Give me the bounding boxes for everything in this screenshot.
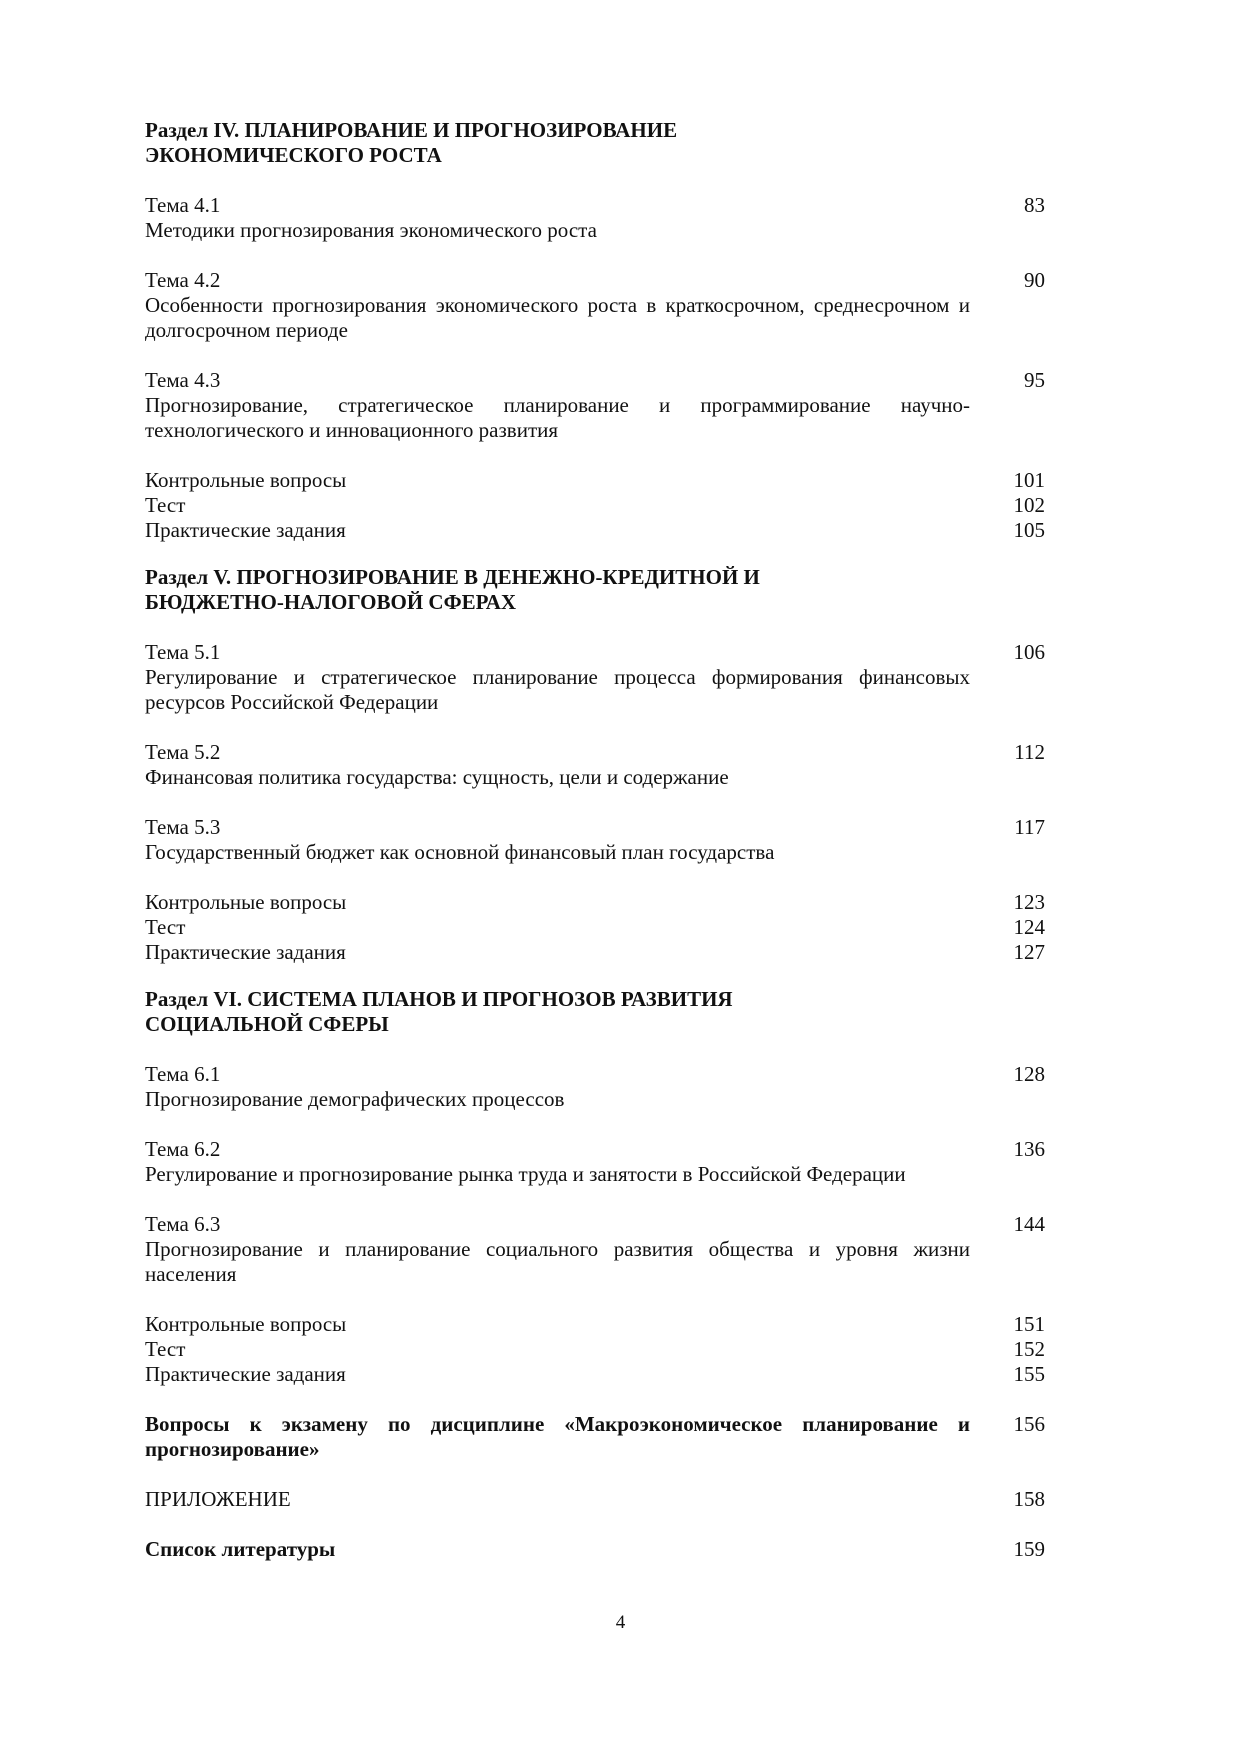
topic-title: Особенности прогнозирования экономического роста в краткосрочном, среднесрочном и долгосрочном периоде (145, 293, 970, 342)
toc-topic (145, 268, 1045, 343)
toc-topic (145, 815, 1045, 865)
extra-label: Практические задания (145, 940, 346, 964)
topic-label: Тема 6.3 (145, 1212, 221, 1236)
page-ref: 95 (1024, 368, 1045, 392)
page-ref: 117 (1014, 815, 1045, 839)
extra-label: Контрольные вопросы (145, 890, 347, 914)
extra-label: Тест (145, 493, 186, 517)
topic-label: Тема 4.3 (145, 368, 221, 392)
page-ref: 156 (1013, 1412, 1045, 1436)
toc-topic (145, 1212, 1045, 1287)
extra-label: Контрольные вопросы (145, 468, 347, 492)
toc-topic (145, 368, 1045, 443)
topic-label: Тема 5.2 (145, 740, 221, 764)
topic-title: Методики прогнозирования экономического роста (145, 218, 597, 242)
appendix-title: ПРИЛОЖЕНИЕ (145, 1487, 291, 1511)
page-ref: 106 (1013, 640, 1045, 664)
table-of-contents (145, 118, 1045, 1562)
page-ref: 159 (1013, 1537, 1045, 1561)
page-ref: 136 (1013, 1137, 1045, 1161)
topic-label: Тема 6.1 (145, 1062, 221, 1086)
page-ref: 112 (1014, 740, 1045, 764)
toc-appendix (145, 1487, 1045, 1512)
page-ref: 124 (1013, 915, 1045, 939)
topic-title: Прогнозирование и планирование социального развития общества и уровня жизни населения (145, 1237, 970, 1286)
page-ref: 105 (1013, 518, 1045, 542)
toc-extra (145, 940, 1045, 965)
toc-exam (145, 1412, 1045, 1462)
toc-extra (145, 890, 1045, 915)
topic-title: Прогнозирование, стратегическое планирование и программирование научно-технологического и инновационного развития (145, 393, 970, 442)
topic-label: Тема 4.2 (145, 268, 221, 292)
toc-topic (145, 193, 1045, 243)
topic-title: Регулирование и прогнозирование рынка труда и занятости в Российской Федерации (145, 1162, 906, 1186)
topic-title: Финансовая политика государства: сущность, цели и содержание (145, 765, 729, 789)
page-ref: 90 (1024, 268, 1045, 292)
extra-label: Тест (145, 915, 186, 939)
toc-extra (145, 1312, 1045, 1337)
exam-title: Вопросы к экзамену по дисциплине «Макроэкономическое планирование и прогнозирование» (145, 1412, 970, 1461)
page-ref: 128 (1013, 1062, 1045, 1086)
topic-title: Государственный бюджет как основной финансовый план государства (145, 840, 775, 864)
toc-extra (145, 468, 1045, 493)
literature-title: Список литературы (145, 1537, 336, 1561)
extra-label: Тест (145, 1337, 186, 1361)
topic-label: Тема 5.3 (145, 815, 221, 839)
topic-title: Прогнозирование демографических процессов (145, 1087, 565, 1111)
topic-title: Регулирование и стратегическое планирование процесса формирования финансовых ресурсов Российской Федерации (145, 665, 970, 714)
extra-label: Практические задания (145, 1362, 346, 1386)
page-ref: 155 (1013, 1362, 1045, 1386)
extra-label: Практические задания (145, 518, 346, 542)
toc-topic (145, 1137, 1045, 1187)
page-ref: 101 (1013, 468, 1045, 492)
toc-topic (145, 1062, 1045, 1112)
page-ref: 158 (1013, 1487, 1045, 1511)
page-number: 4 (615, 1612, 626, 1633)
toc-extra (145, 1362, 1045, 1387)
page-ref: 144 (1013, 1212, 1045, 1236)
page-ref: 152 (1013, 1337, 1045, 1361)
topic-label: Тема 4.1 (145, 193, 221, 217)
section-heading: Раздел VI. СИСТЕМА ПЛАНОВ И ПРОГНОЗОВ РАЗВИТИЯ СОЦИАЛЬНОЙ СФЕРЫ (145, 987, 733, 1036)
page-ref: 127 (1013, 940, 1045, 964)
section-heading: Раздел V. ПРОГНОЗИРОВАНИЕ В ДЕНЕЖНО-КРЕДИТНОЙ И БЮДЖЕТНО-НАЛОГОВОЙ СФЕРАХ (145, 565, 760, 614)
toc-literature (145, 1537, 1045, 1562)
toc-extra (145, 493, 1045, 518)
toc-topic (145, 740, 1045, 790)
page-ref: 123 (1013, 890, 1045, 914)
toc-extra (145, 518, 1045, 543)
page-ref: 151 (1013, 1312, 1045, 1336)
page-ref: 102 (1013, 493, 1045, 517)
toc-topic (145, 640, 1045, 715)
toc-extra (145, 915, 1045, 940)
page-ref: 83 (1024, 193, 1045, 217)
section-heading: Раздел IV. ПЛАНИРОВАНИЕ И ПРОГНОЗИРОВАНИЕ ЭКОНОМИЧЕСКОГО РОСТА (145, 118, 678, 167)
toc-extra (145, 1337, 1045, 1362)
extra-label: Контрольные вопросы (145, 1312, 347, 1336)
topic-label: Тема 5.1 (145, 640, 221, 664)
topic-label: Тема 6.2 (145, 1137, 221, 1161)
